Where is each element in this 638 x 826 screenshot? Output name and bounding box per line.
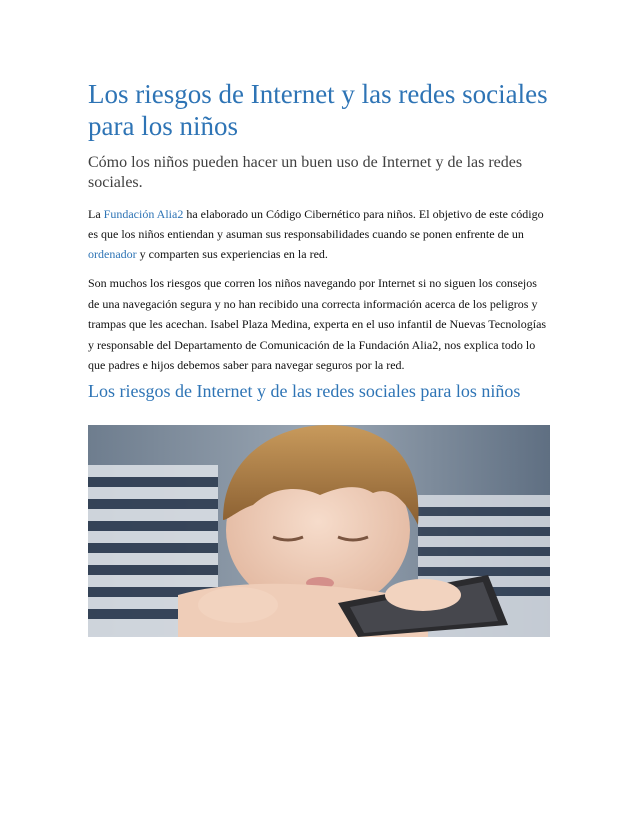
intro-text-pre: La (88, 207, 104, 221)
intro-paragraph (88, 204, 548, 264)
child-using-tablet-photo (88, 425, 550, 637)
article-title: Los riesgos de Internet y las redes sociales para los niños (88, 79, 548, 141)
fundacion-alia2-link[interactable]: Fundación Alia2 (103, 207, 184, 221)
intro-text-post: y comparten sus experiencias en la red. (136, 247, 328, 261)
body-paragraph: Son muchos los riesgos que corren los niños navegando por Internet si no siguen los consejos de una navegación segura y no han recibido una correcta información acerca de los peligros y trampas que les acechan. Isabel Plaza Medina, experta en el uso infantil de Nuevas Tecnologías y responsable del Departamento de Comunicación de la Fundación Alia2, nos explica todo lo que padres e hijos debemos saber para navegar seguros por la red. (88, 276, 547, 372)
intro-text-mid: ha elaborado un Código Cibernético para niños. El objetivo de este código es que los niños entiendan y asuman sus responsabilidades cuando se ponen enfrente de un (88, 207, 544, 241)
article-subtitle: Cómo los niños pueden hacer un buen uso de Internet y de las redes sociales. (88, 154, 523, 191)
document-page (88, 78, 548, 402)
ordenador-link[interactable]: ordenador (88, 247, 137, 261)
section-heading: Los riesgos de Internet y de las redes sociales para los niños (88, 380, 521, 401)
